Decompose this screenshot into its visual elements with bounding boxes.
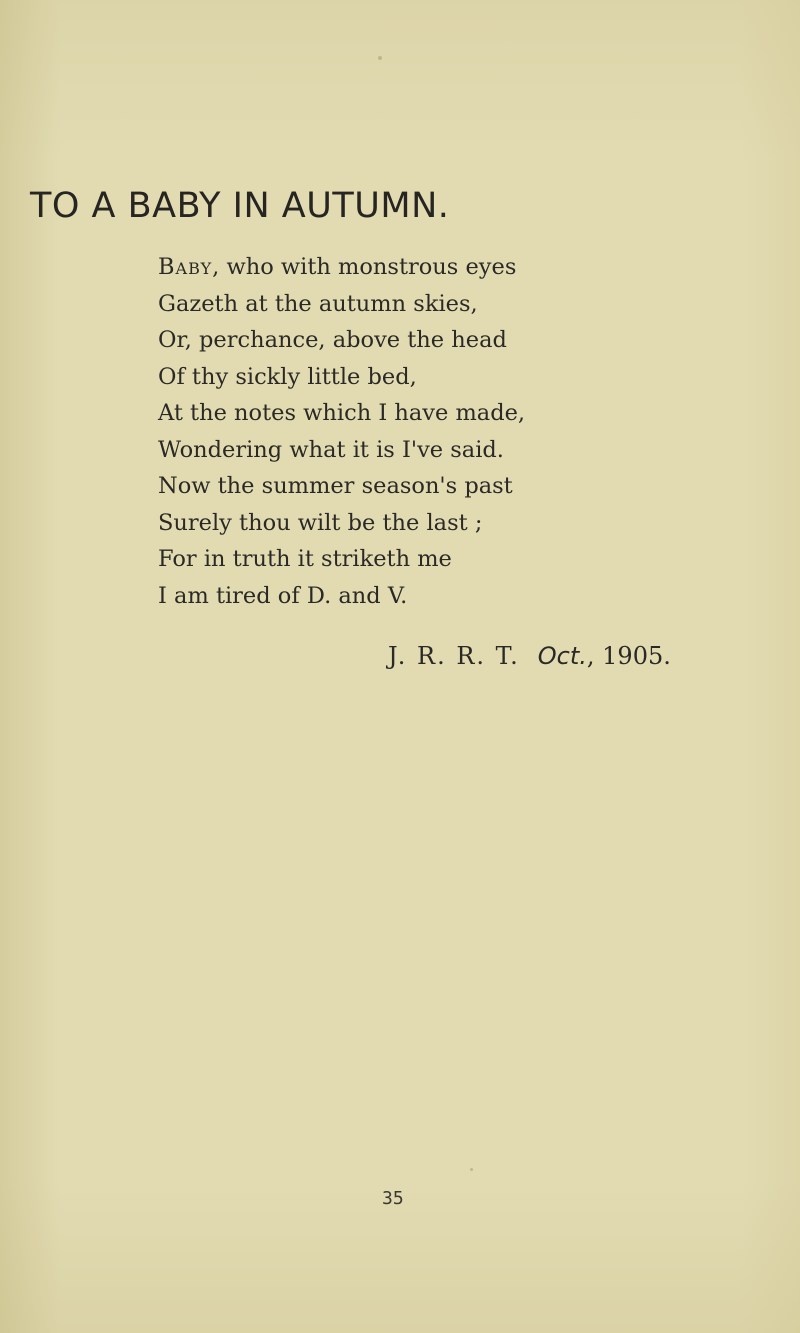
poem-line: Of thy sickly little bed, (158, 363, 417, 390)
poem-line: Surely thou wilt be the last ; (158, 509, 483, 536)
paper-speck (470, 1168, 473, 1171)
author-initials: J. R. R. T. (388, 642, 520, 670)
poem-title: TO A BABY IN AUTUMN. (30, 186, 450, 226)
poem-line: Wondering what it is I've said. (158, 436, 504, 463)
poem-line: Now the summer season's past (158, 473, 513, 499)
poem-body (158, 249, 758, 614)
poem-line (158, 249, 758, 286)
poem-line: Gazeth at the autumn skies, (158, 290, 478, 317)
signature-year: , 1905. (586, 642, 671, 670)
page-number: 35 (382, 1188, 404, 1209)
signature (388, 642, 671, 670)
poem-first-word: Baby (158, 254, 213, 280)
poem-line: Or, perchance, above the head (158, 327, 507, 353)
poem-line: I am tired of D. and V. (158, 582, 408, 609)
poem-line: At the notes which I have made, (158, 400, 526, 426)
poem-line: For in truth it striketh me (158, 546, 452, 572)
signature-month: Oct. (537, 642, 587, 670)
paper-speck (378, 56, 382, 60)
poem-line-text: , who with monstrous eyes (212, 254, 517, 280)
